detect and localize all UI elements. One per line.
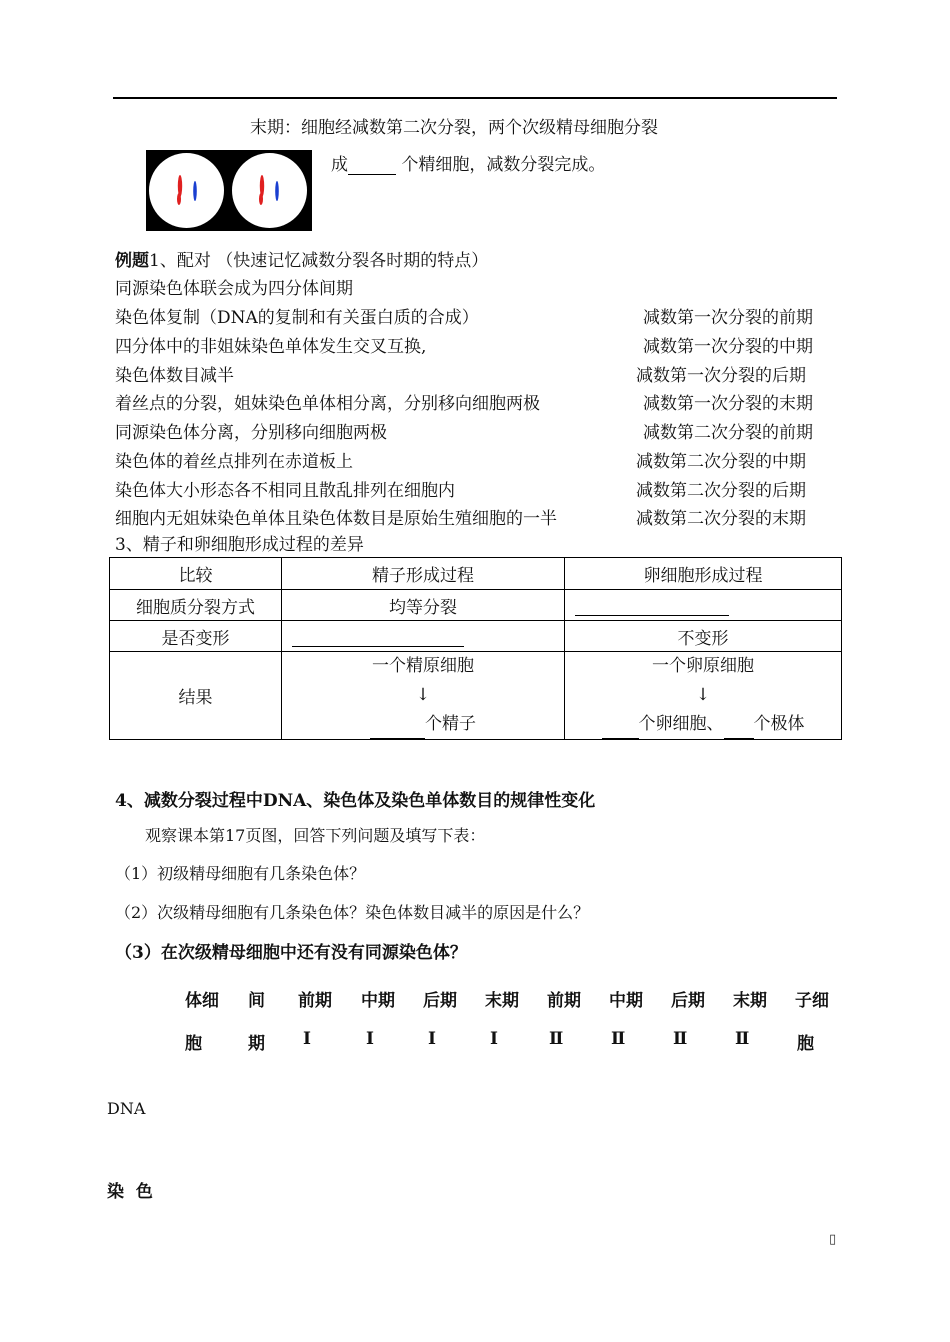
- stage-anaphase-2: 后期: [671, 991, 705, 1011]
- stage-roman-2b: Ⅱ: [611, 1029, 626, 1049]
- header-rule: [113, 97, 837, 99]
- stage-roman-2d: Ⅱ: [735, 1029, 750, 1049]
- question-2: （2）次级精母细胞有几条染色体？染色体数目减半的原因是什么？: [115, 903, 590, 922]
- intro-line-1: 末期：细胞经减数第二次分裂，两个次级精母细胞分裂: [250, 118, 658, 138]
- stage-roman-1b: Ⅰ: [366, 1029, 374, 1049]
- match-row-8: [115, 476, 845, 504]
- stage-interphase-2: 期: [248, 1034, 265, 1054]
- stage-telophase-1: 末期: [485, 991, 519, 1011]
- stage-somatic-1: 体细: [185, 991, 219, 1011]
- stage-roman-1c: Ⅰ: [428, 1029, 436, 1049]
- match-left-7: 染色体的着丝点排列在赤道板上: [115, 452, 353, 472]
- row-label-cytoplasm: 细胞质分裂方式: [110, 590, 282, 621]
- stage-somatic-2: 胞: [185, 1034, 202, 1054]
- match-row-3: [115, 332, 845, 360]
- sperm-deform-blank[interactable]: [292, 626, 464, 647]
- red-chromatid-tail: [259, 193, 263, 205]
- example-title: [115, 246, 488, 271]
- match-row-2: [115, 303, 845, 331]
- match-right-9: 减数第二次分裂的末期: [636, 509, 806, 529]
- sperm-count-blank[interactable]: [348, 157, 396, 175]
- down-arrow-icon: ↓: [695, 685, 711, 705]
- table-header-row: [110, 558, 842, 590]
- match-left-3: 四分体中的非姐妹染色单体发生交叉互换,: [115, 337, 427, 357]
- comparison-table: [109, 557, 842, 740]
- match-right-8: 减数第二次分裂的后期: [636, 481, 806, 501]
- match-row-4: [115, 361, 845, 389]
- table-row: [110, 652, 842, 740]
- stage-metaphase-2: 中期: [609, 991, 643, 1011]
- stage-daughter-2: 胞: [797, 1034, 814, 1054]
- intro-line-2: [331, 150, 605, 175]
- polar-body-unit: 个极体: [753, 714, 805, 734]
- example-title-rest: 1、配对 （快速记忆减数分裂各时期的特点）: [149, 251, 489, 271]
- section4-intro: 观察课本第17页图，回答下列问题及填写下表：: [145, 826, 486, 845]
- match-right-5: 减数第一次分裂的末期: [643, 394, 813, 414]
- egg-count-blank[interactable]: [602, 718, 639, 739]
- match-left-8: 染色体大小形态各不相同且散乱排列在细胞内: [115, 481, 455, 501]
- match-right-7: 减数第二次分裂的中期: [636, 452, 806, 472]
- stage-roman-1a: Ⅰ: [303, 1029, 311, 1049]
- sperm-result: [282, 652, 565, 740]
- sperm-result-line: [282, 710, 564, 739]
- header-compare: 比较: [110, 558, 282, 590]
- down-arrow-icon: ↓: [415, 685, 431, 705]
- cell-left: [149, 153, 224, 228]
- sperm-result-blank[interactable]: [370, 718, 425, 739]
- match-left-6: 同源染色体分离，分别移向细胞两极: [115, 423, 387, 443]
- page-number: ▯: [829, 1232, 837, 1247]
- match-left-1: 同源染色体联会成为四分体间期: [115, 279, 353, 299]
- question-1: （1）初级精母细胞有几条染色体？: [115, 864, 366, 883]
- egg-result-line: [565, 710, 841, 739]
- intro-line-2-post: 个精细胞，减数分裂完成。: [396, 155, 606, 175]
- example-title-bold: 例题: [115, 251, 149, 271]
- cell-division-figure: [146, 150, 312, 231]
- polar-body-blank[interactable]: [724, 718, 754, 739]
- sperm-origin: 一个精原细胞: [372, 656, 474, 676]
- stage-daughter-1: 子细: [795, 991, 829, 1011]
- match-left-9: 细胞内无姐妹染色单体且染色体数目是原始生殖细胞的一半: [115, 509, 557, 529]
- row-label-deform: 是否变形: [110, 621, 282, 652]
- match-right-2: 减数第一次分裂的前期: [643, 308, 813, 328]
- blue-chromatid: [193, 181, 197, 201]
- match-right-6: 减数第二次分裂的前期: [643, 423, 813, 443]
- match-right-3: 减数第一次分裂的中期: [643, 337, 813, 357]
- stage-prophase-2: 前期: [547, 991, 581, 1011]
- blue-chromatid: [275, 181, 279, 201]
- stage-metaphase-1: 中期: [361, 991, 395, 1011]
- cell-right: [232, 153, 307, 228]
- table-row: [110, 621, 842, 652]
- header-sperm: 精子形成过程: [282, 558, 565, 590]
- stage-roman-2a: Ⅱ: [549, 1029, 564, 1049]
- chromosomes-right: [232, 153, 307, 228]
- egg-result: [565, 652, 842, 740]
- egg-cytoplasm-blank[interactable]: [575, 595, 729, 616]
- match-row-9: [115, 504, 845, 532]
- sperm-deform-cell: [282, 621, 565, 652]
- egg-origin: 一个卵原细胞: [652, 656, 754, 676]
- match-row-6: [115, 418, 845, 446]
- match-row-7: [115, 447, 845, 475]
- question-3: （3）在次级精母细胞中还有没有同源染色体？: [115, 943, 467, 963]
- match-row-1: [115, 274, 845, 302]
- red-chromatid-tail: [177, 193, 181, 205]
- stage-roman-1d: Ⅰ: [490, 1029, 498, 1049]
- stage-roman-2c: Ⅱ: [673, 1029, 688, 1049]
- row-dna-label: DNA: [107, 1099, 146, 1118]
- header-egg: 卵细胞形成过程: [565, 558, 842, 590]
- stage-interphase-1: 间: [248, 991, 265, 1011]
- stage-anaphase-1: 后期: [423, 991, 457, 1011]
- egg-cytoplasm-cell: [565, 590, 842, 621]
- match-row-5: [115, 389, 845, 417]
- match-left-4: 染色体数目减半: [115, 366, 234, 386]
- chromosomes-left: [149, 153, 224, 228]
- row-chromosome-label: 染 色: [107, 1182, 156, 1202]
- section4-title: 4、减数分裂过程中DNA、染色体及染色单体数目的规律性变化: [115, 791, 596, 811]
- intro-line-2-pre: 成: [331, 155, 348, 175]
- sperm-cytoplasm: 均等分裂: [282, 590, 565, 621]
- table-row: [110, 590, 842, 621]
- egg-deform: 不变形: [565, 621, 842, 652]
- stage-telophase-2: 末期: [733, 991, 767, 1011]
- row-label-result: 结果: [110, 652, 282, 740]
- egg-unit: 个卵细胞、: [638, 714, 724, 734]
- section3-title: 3、精子和卵细胞形成过程的差异: [115, 535, 364, 555]
- stage-prophase-1: 前期: [298, 991, 332, 1011]
- sperm-result-unit: 个精子: [425, 714, 476, 734]
- match-right-4: 减数第一次分裂的后期: [636, 366, 806, 386]
- match-left-5: 着丝点的分裂，姐妹染色单体相分离，分别移向细胞两极: [115, 394, 540, 414]
- match-left-2: 染色体复制（DNA的复制和有关蛋白质的合成）: [115, 308, 479, 328]
